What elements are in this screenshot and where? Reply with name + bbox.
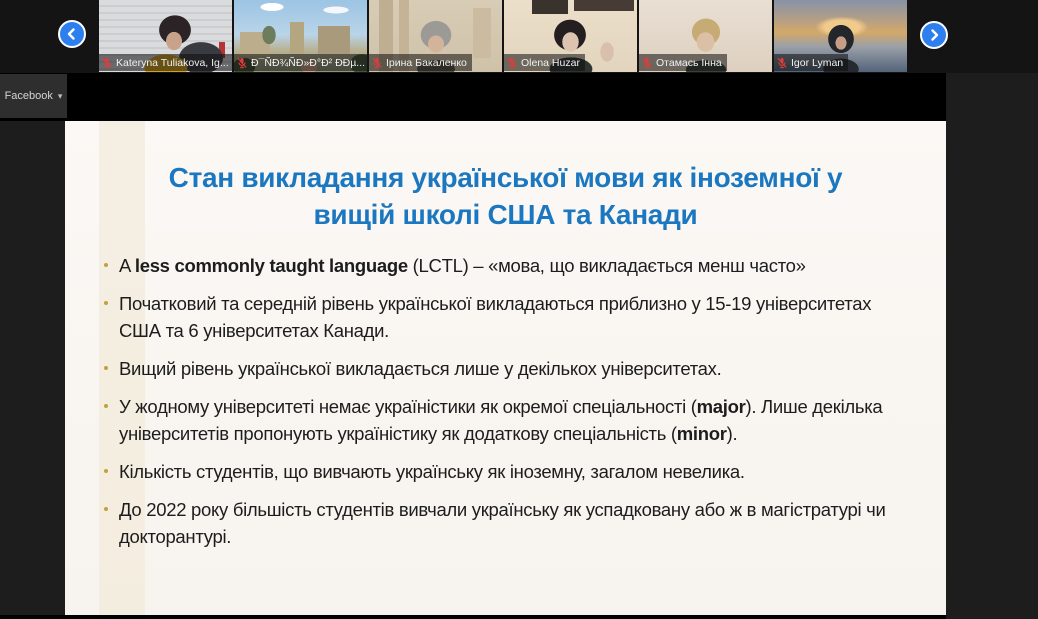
- slide-title: [105, 159, 906, 233]
- mic-muted-icon: [642, 57, 652, 69]
- slide-title-line2: вищій школі США та Канади: [313, 199, 698, 230]
- participant-name-tag: [369, 54, 472, 71]
- slide-bullet: Початковий та середній рівень української викладаються приблизно у 15-19 університетах США та 6 університетах Канади.: [103, 290, 894, 344]
- slide-title-line1: Стан викладання української мови як іноземної у: [168, 162, 843, 193]
- slide-bullet: До 2022 року більшість студентів вивчали українську як успадковану або ж в магістратурі чи докторантурі.: [103, 496, 894, 550]
- participant-name: Igor Lyman: [791, 56, 844, 69]
- chevron-left-icon: [64, 26, 80, 42]
- filmstrip-prev-button[interactable]: [58, 20, 86, 48]
- video-tile[interactable]: [504, 0, 637, 72]
- participant-name: Olena Huzar: [521, 56, 580, 69]
- participant-name-tag: [504, 54, 585, 71]
- slide-bullet-list: [103, 252, 894, 561]
- mic-muted-icon: [372, 57, 382, 69]
- participant-filmstrip: [0, 0, 1038, 73]
- video-tile[interactable]: [234, 0, 367, 72]
- slide-bullet: A less commonly taught language (LCTL) – «мова, що викладається менш часто»: [103, 252, 894, 279]
- chevron-down-icon: ▾: [57, 90, 63, 101]
- mic-muted-icon: [507, 57, 517, 69]
- video-tile[interactable]: [639, 0, 772, 72]
- participant-name-tag: [99, 54, 232, 71]
- shared-screen-letterbox-top: [0, 73, 946, 121]
- mic-muted-icon: [777, 57, 787, 69]
- shared-screen-letterbox-bottom: [0, 615, 946, 619]
- filmstrip-next-button[interactable]: [920, 21, 948, 49]
- participant-name: Отамась Інна: [656, 56, 722, 69]
- share-source-label: Facebook: [4, 90, 53, 102]
- shared-slide: [65, 121, 946, 615]
- participant-name-tag: [774, 54, 848, 71]
- participant-name: Kateryna Tuliakova, Ig...: [116, 56, 229, 69]
- mic-muted-icon: [102, 57, 112, 69]
- share-source-dropdown[interactable]: [0, 74, 67, 118]
- video-tile[interactable]: [369, 0, 502, 72]
- chevron-right-icon: [926, 27, 942, 43]
- slide-bullet: Вищий рівень української викладається лише у декількох університетах.: [103, 355, 894, 382]
- participant-name: Ірина Бакаленко: [386, 56, 467, 69]
- slide-bullet: У жодному університеті немає україністики як окремої спеціальності (major). Лише декілька університетів пропонують україністику як додаткову спеціальність (minor).: [103, 393, 894, 447]
- participant-name: Đ¯ÑĐ¾ÑĐ»Đ°Đ² ĐĐµ...: [251, 56, 366, 69]
- slide-bullet: Кількість студентів, що вивчають українську як іноземну, загалом невелика.: [103, 458, 894, 485]
- mic-muted-icon: [237, 57, 247, 69]
- video-tile[interactable]: [774, 0, 907, 72]
- video-tile[interactable]: [99, 0, 232, 72]
- participant-name-tag: [639, 54, 727, 71]
- participant-name-tag: [234, 54, 367, 71]
